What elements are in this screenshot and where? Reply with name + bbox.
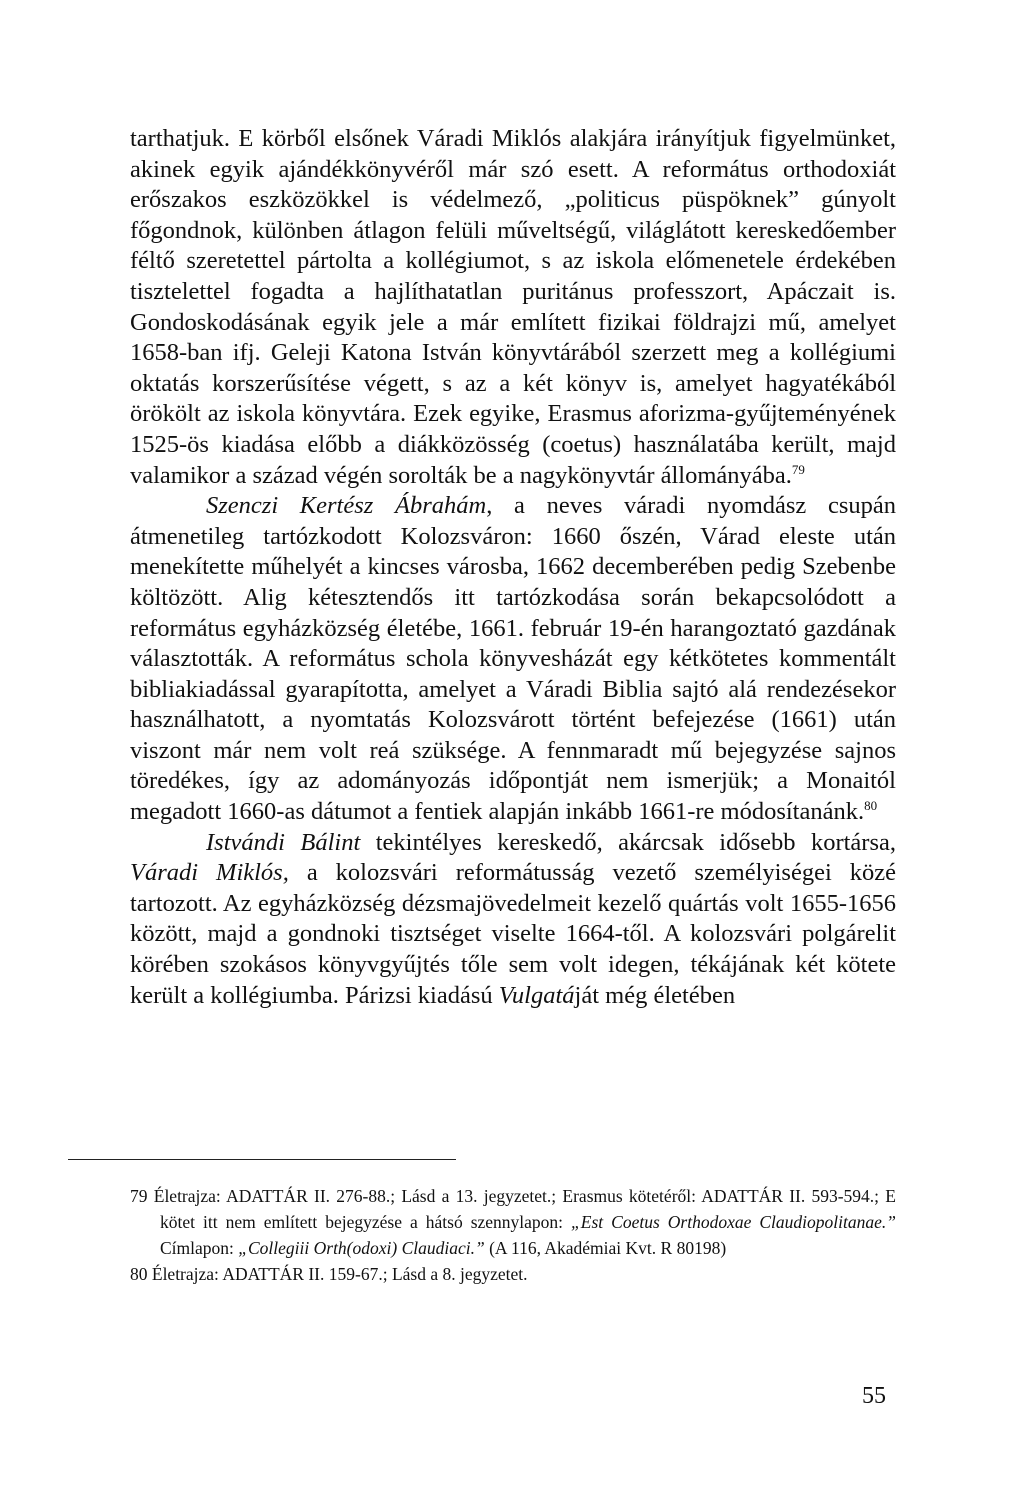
paragraph-istvandi [130,828,896,1012]
footnotes [130,1183,896,1287]
main-text [130,124,896,1011]
footnote-text: Címlapon: [160,1238,239,1258]
footnote-80 [130,1261,896,1287]
paragraph-text: tarthatjuk. E körből elsőnek Váradi Miklós alakjára irányítjuk figyelmünket, akinek egyik ajándékkönyvéről már szó esett. A református orthodoxiát erőszakos eszközökkel is védelmező, „politicus püspöknek” gúnyolt főgondnok, különben átlagon felüli műveltségű, világlátott kereskedőember féltő szeretettel pártolta a kollégiumot, s az iskola előmenetele érdekében tisztelettel fogadta a hajlíthatatlan puritánus professzort, Apáczait is. Gondoskodásának egyik jele a már említett fizikai földrajzi mű, amelyet 1658-ban ifj. Geleji Katona István könyvtárából szerzett meg a kollégiumi oktatás korszerűsítése végett, s az a két könyv is, amelyet hagyatékából örökölt az iskola könyvtára. Ezek egyike, Erasmus aforizma-gyűjteményének 1525-ös kiadása előbb a diákközösség (coetus) használatába került, majd valamikor a század végén sorolták be a nagykönyvtár állományába. [130,125,896,489]
book-title: Vulgatá [498,981,575,1009]
paragraph-text: , a neves váradi nyomdász csupán átmenetileg tartózkodott Kolozsváron: 1660 őszén, Várad eleste után menekítette műhelyét a kincses városba, 1662 decemberében pedig Szebenbe költözött. Alig kétesztendős itt tartózkodása során bekapcsolódott a református egyházközség életébe, 1661. február 19-én harangoztató gazdának választották. A református schola könyvesházát egy kétkötetes kommentált bibliakiadással gyarapította, amelyet a Váradi Biblia sajtó alá rendezésekor használhatott, a nyomtatás Kolozsvárott történt befejezése (1661) után viszont már nem volt reá szüksége. A fennmaradt mű bejegyzése sajnos töredékes, így az adományozás időpontját nem ismerjük; a Monaitól megadott 1660-as dátumot a fentiek alapján inkább 1661-re módosítanánk. [130,492,896,826]
paragraph-text: ját még életében [574,981,736,1009]
paragraph-varadi [130,124,896,491]
footnote-text: 79 Életrajza: ADATTÁR II. 276-88.; Lásd a 13. jegyzetet.; Erasmus kötetéről: ADATTÁR II. 593-594.; E kötet itt nem említett bejegyzése a hátsó szennylapon: [130,1186,896,1232]
person-name: Váradi Miklós, [130,859,289,887]
inscription-quote: „Collegiii Orth(odoxi) Claudiaci.” [238,1238,485,1258]
paragraph-text: a kolozsvári reformátusság vezető személyiségei közé tartozott. Az egyházközség dézsmajövedelmeit kezelő quártás volt 1655-1656 között, majd a gondnoki tisztséget viselte 1664-től. A kolozsvári polgárelit körében szokásos könyvgyűjtés tőle sem volt idegen, tékájának két kötete került a kollégiumba. Párizsi kiadású [130,859,896,1009]
paragraph-szenczi [130,491,896,828]
paragraph-text: tekintélyes kereskedő, akárcsak idősebb kortársa, [360,828,896,856]
footnote-text: (A 116, Akadémiai Kvt. R 80198) [484,1238,727,1258]
footnote-ref-79[interactable]: 79 [791,461,805,477]
footnote-text: 80 Életrajza: ADATTÁR II. 159-67.; Lásd a 8. jegyzetet. [130,1264,528,1284]
page-number: 55 [862,1383,886,1409]
person-name: Szenczi Kertész Ábrahám [206,492,487,520]
footnote-79 [130,1183,896,1261]
footnote-ref-80[interactable]: 80 [864,798,878,814]
person-name: Istvándi Bálint [206,828,361,856]
inscription-quote: „Est Coetus Orthodoxae Claudiopolitanae.” [571,1212,896,1232]
footnote-separator [68,1159,456,1160]
